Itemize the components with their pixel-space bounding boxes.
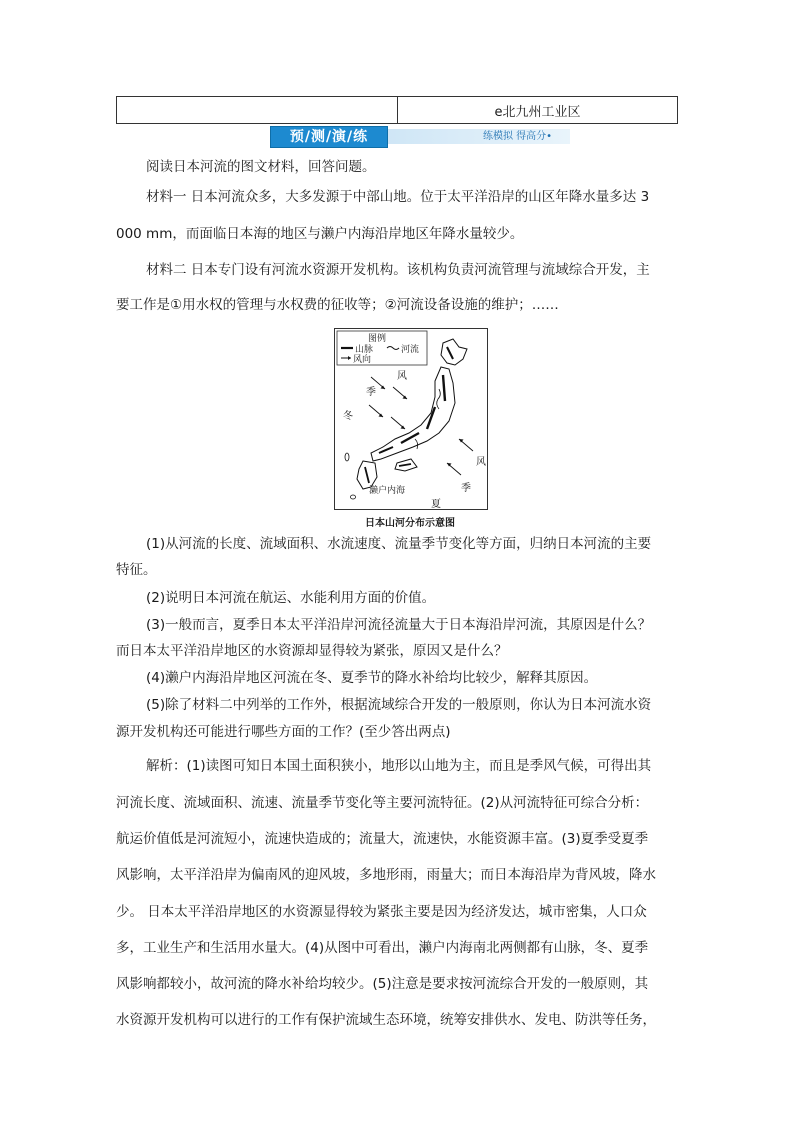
map-label-inland-sea: 濑户内海 xyxy=(369,486,406,496)
table-cell-right: e北九州工业区 xyxy=(398,97,678,124)
legend-river-label: 河流 xyxy=(401,345,420,355)
question-line: (4)濑户内海沿岸地区河流在冬、夏季节的降水补给均比较少，解释其原因。 xyxy=(146,670,598,686)
question-line: 而日本太平洋沿岸地区的水资源却显得较为紧张，原因又是什么？ xyxy=(116,643,508,659)
question-line: 特征。 xyxy=(116,562,157,578)
analysis-line: 航运价值低是河流短小，流速快造成的；流量大，流速快，水能资源丰富。(3)夏季受夏季 xyxy=(116,831,649,847)
table-cell-left xyxy=(117,97,398,124)
small-island xyxy=(345,453,349,461)
header-table xyxy=(116,96,678,124)
map-label-ji: 季 xyxy=(366,387,376,398)
banner-title: 预/测/演/练 xyxy=(270,126,388,148)
winter-wind-arrowheads xyxy=(379,386,408,430)
analysis-line: 风影响都较小，故河流的降水补给均较少。(5)注意是要求按河流综合开发的一般原则，其 xyxy=(116,976,649,992)
material2-line: 材料二 日本专门设有河流水资源开发机构。该机构负责河流管理与流域综合开发，主 xyxy=(146,262,650,278)
question-line: (1)从河流的长度、流域面积、水流速度、流量季节变化等方面，归纳日本河流的主要 xyxy=(146,536,652,552)
question-line: 源开发机构还可能进行哪些方面的工作？(至少答出两点) xyxy=(116,724,451,740)
analysis-line: 河流长度、流域面积、流速、流量季节变化等主要河流特征。(2)从河流特征可综合分析： xyxy=(116,795,649,811)
analysis-line: 解析：(1)读图可知日本国土面积狭小，地形以山地为主，而且是季风气候，可得出其 xyxy=(146,758,652,774)
question-line: (2)说明日本河流在航运、水能利用方面的价值。 xyxy=(146,590,436,606)
banner-slogan: 练模拟 得高分• xyxy=(483,131,553,142)
hokkaido-island xyxy=(441,339,467,365)
summer-wind-arrowheads xyxy=(447,439,464,467)
question-line: (5)除了材料二中列举的工作外，根据流域综合开发的一般原则，你认为日本河流水资 xyxy=(146,697,652,713)
small-island xyxy=(351,495,356,499)
legend-mountain-label: 山脉 xyxy=(355,345,374,355)
intro-text: 阅读日本河流的图文材料，回答问题。 xyxy=(146,159,376,175)
analysis-line: 多，工业生产和生活用水量大。(4)从图中可看出，濑户内海南北两侧都有山脉，冬、夏季 xyxy=(116,940,649,956)
legend-title: 图例 xyxy=(368,334,387,344)
japan-map-figure xyxy=(334,328,488,510)
material1-line: 000 mm，而面临日本海的地区与濑户内海沿岸地区年降水量较少。 xyxy=(116,226,524,242)
material2-line: 要工作是①用水权的管理与水权费的征收等；②河流设备设施的维护；…… xyxy=(116,297,559,313)
map-label-ji-right: 季 xyxy=(461,483,471,494)
analysis-line: 风影响，太平洋沿岸为偏南风的迎风坡，多地形雨，雨量大；而日本海沿岸为背风坡，降水 xyxy=(116,867,656,883)
map-label-xia: 夏 xyxy=(431,499,441,510)
material1-line: 材料一 日本河流众多，大多发源于中部山地。位于太平洋沿岸的山区年降水量多达 3 xyxy=(146,189,650,205)
analysis-line: 少。 日本太平洋沿岸地区的水资源显得较为紧张主要是因为经济发达，城市密集，人口众 xyxy=(116,904,647,920)
legend-wind-label: 风向 xyxy=(353,355,372,365)
map-label-feng-right: 风 xyxy=(476,457,486,468)
question-line: (3)一般而言，夏季日本太平洋沿岸河流径流量大于日本海沿岸河流，其原因是什么？ xyxy=(146,617,652,633)
summer-wind-arrows xyxy=(447,439,473,475)
map-caption: 日本山河分布示意图 xyxy=(365,518,455,529)
map-label-feng: 风 xyxy=(397,371,407,382)
map-label-dong: 冬 xyxy=(343,411,353,422)
section-banner xyxy=(270,126,570,148)
analysis-line: 水资源开发机构可以进行的工作有保护流域生态环境，统筹安排供水、发电、防洪等任务， xyxy=(116,1012,656,1028)
table-row xyxy=(117,97,678,124)
